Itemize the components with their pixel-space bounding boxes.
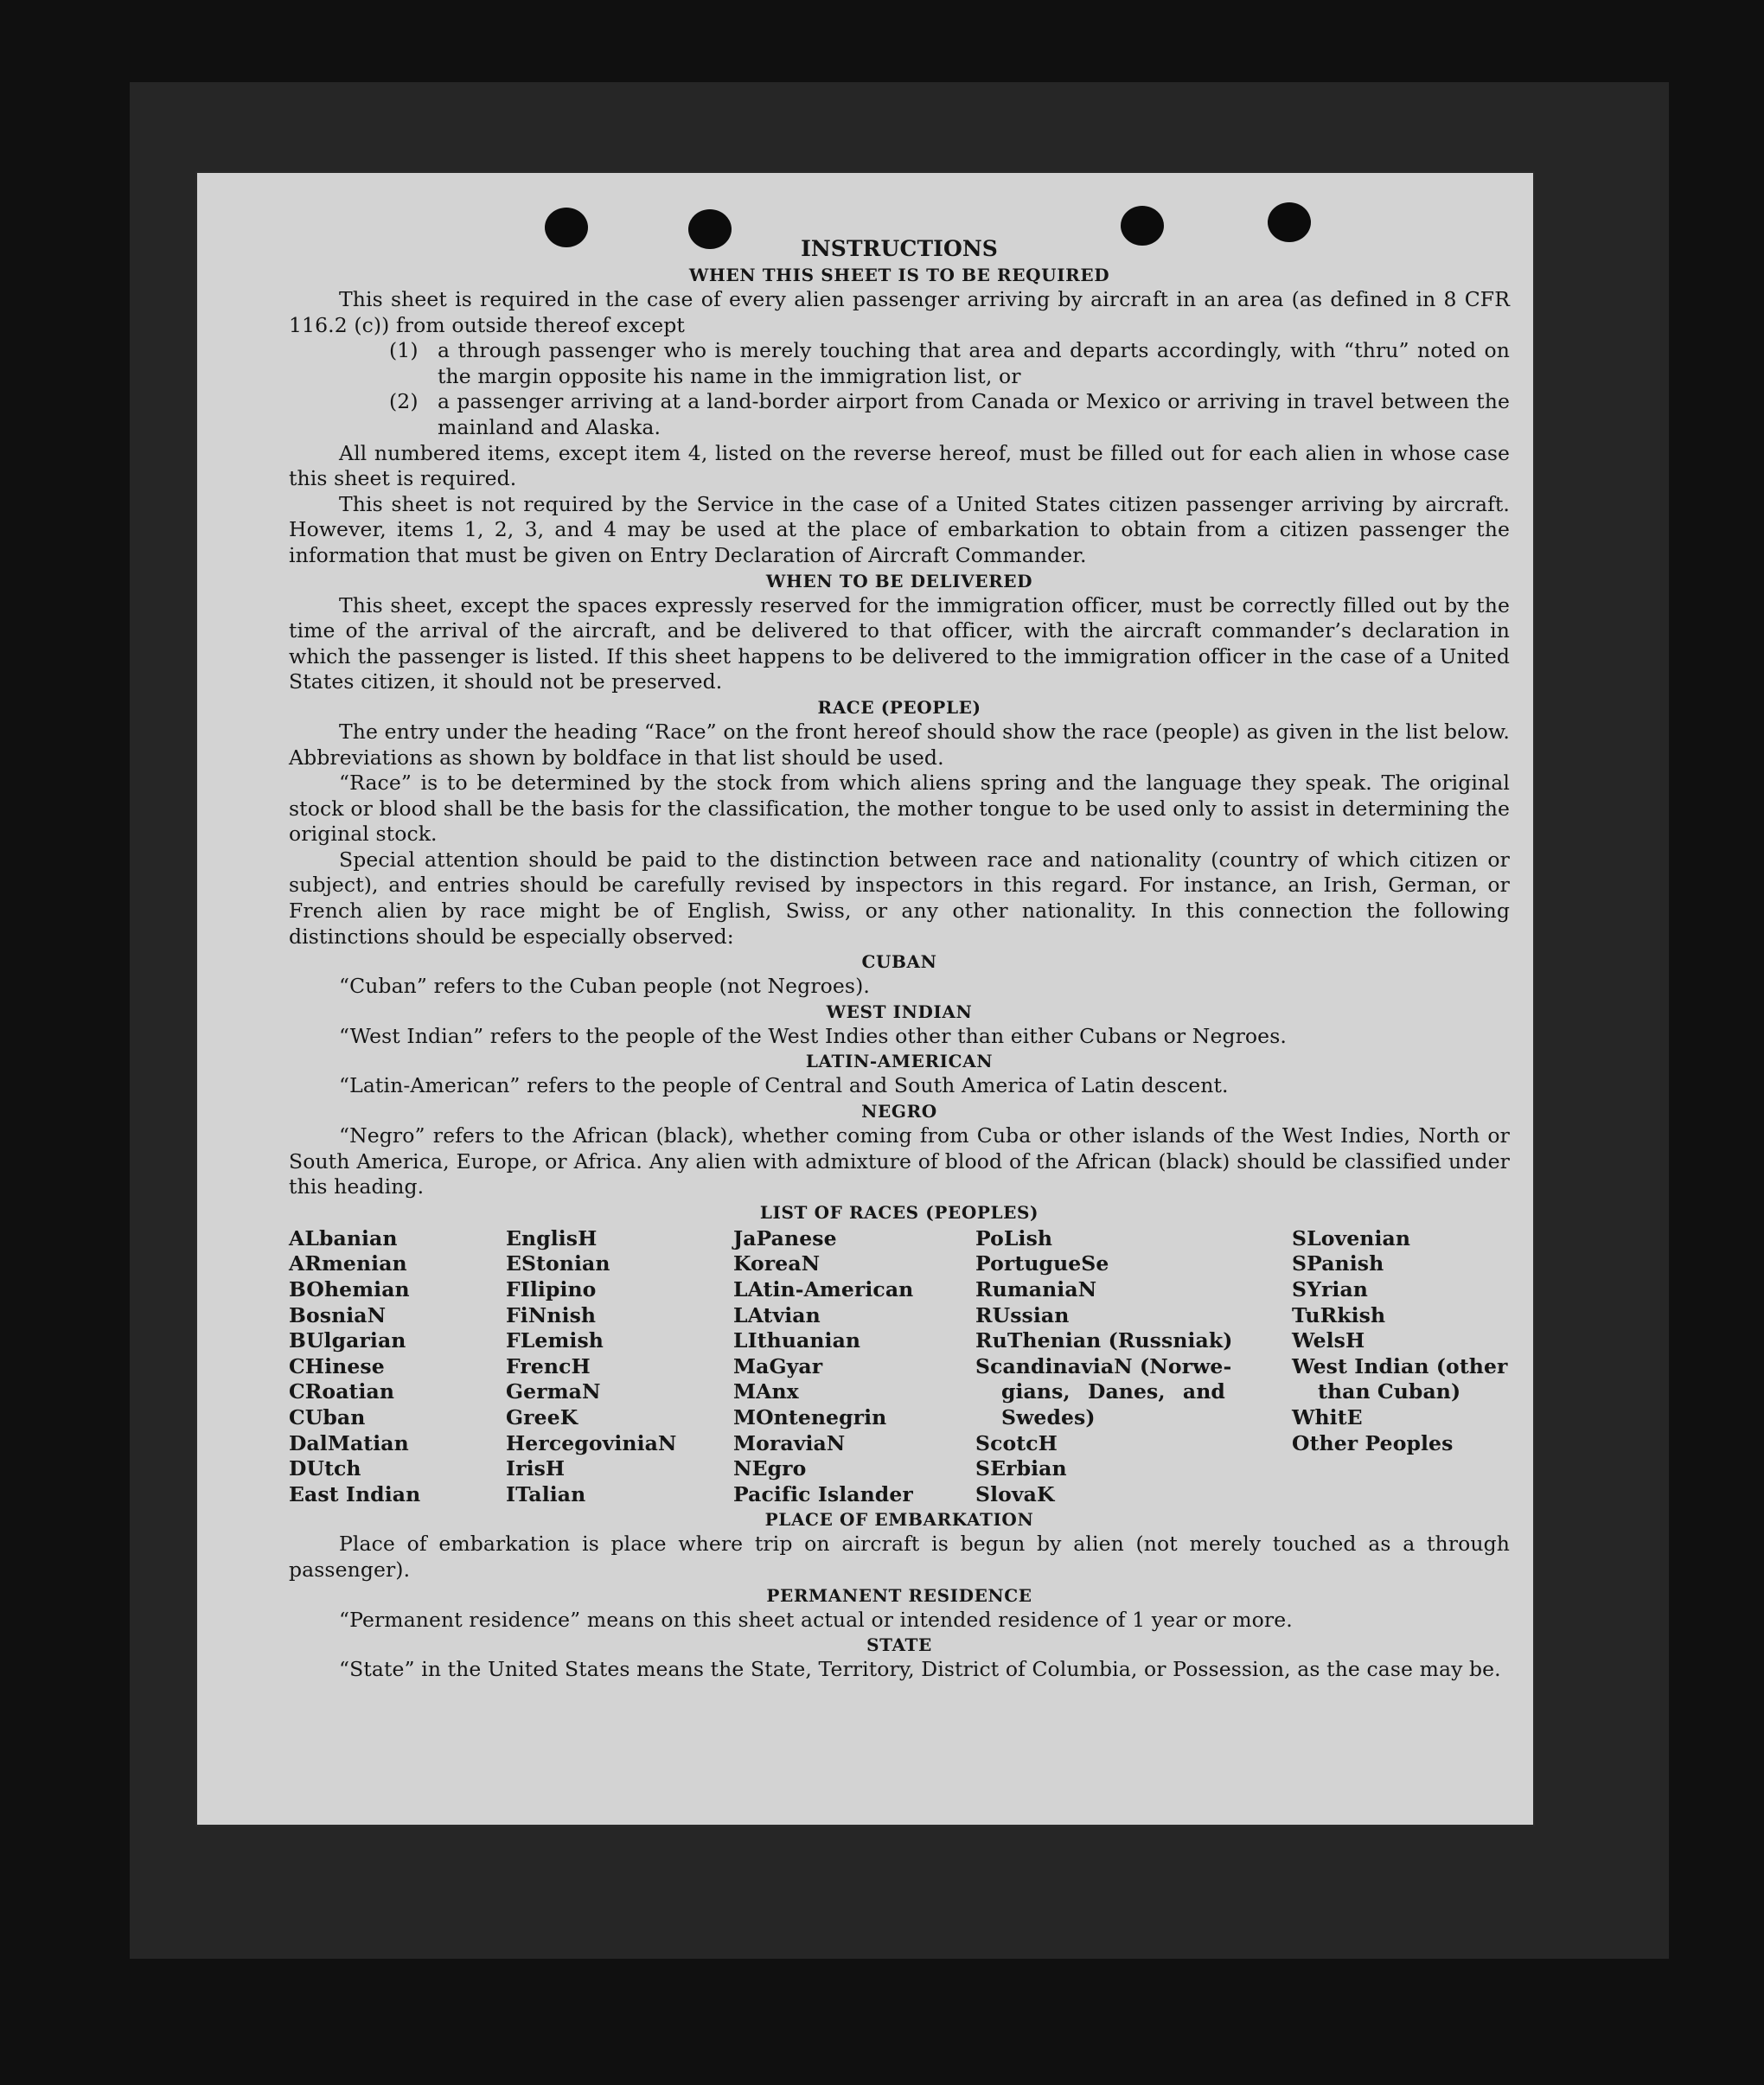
heading-permanent-residence: PERMANENT RESIDENCE xyxy=(766,1584,1032,1606)
race-entry: West Indian (other xyxy=(1292,1353,1508,1378)
race-entry: MoraviaN xyxy=(733,1430,846,1455)
item-number: (1) xyxy=(389,338,419,363)
paragraph: “Negro” refers to the African (black), whether coming from Cuba or other islands of the West Indies, North or South America, Europe, or Africa. Any alien with admixture of blood of the African (black) should be classified under this heading. xyxy=(289,1123,1510,1199)
race-entry: TuRkish xyxy=(1292,1302,1386,1327)
race-entry: GermaN xyxy=(506,1379,601,1404)
race-entry: JaPanese xyxy=(733,1225,837,1250)
race-entry: SYrian xyxy=(1292,1277,1368,1302)
exception-item xyxy=(389,389,1510,440)
heading-list-of-races: LIST OF RACES (PEOPLES) xyxy=(759,1201,1039,1223)
race-entry: ALbanian xyxy=(289,1225,398,1250)
race-entry: FrencH xyxy=(506,1353,591,1378)
paragraph: All numbered items, except item 4, listed on the reverse hereof, must be filled out for each alien in whose case this sheet is required. xyxy=(289,440,1510,491)
race-entry: EnglisH xyxy=(506,1225,598,1250)
item-text: a passenger arriving at a land-border airport from Canada or Mexico or arriving in travel between the mainland and Alaska. xyxy=(438,389,1510,439)
race-entry: SErbian xyxy=(975,1456,1067,1481)
heading-negro: NEGRO xyxy=(861,1101,937,1122)
race-entry: WhitE xyxy=(1292,1404,1363,1429)
races-column xyxy=(975,1226,1292,1508)
race-entry: FiNnish xyxy=(506,1302,597,1327)
instruction-sheet xyxy=(197,173,1533,1825)
race-entry: BosniaN xyxy=(289,1302,387,1327)
heading-when-required: WHEN THIS SHEET IS TO BE REQUIRED xyxy=(688,265,1110,285)
race-entry: Swedes) xyxy=(1001,1404,1096,1429)
race-entry: RuThenian (Russniak) xyxy=(975,1328,1233,1353)
race-entry: Other Peoples xyxy=(1292,1430,1454,1455)
race-entry: BOhemian xyxy=(289,1277,410,1302)
race-entry: MAnx xyxy=(733,1379,799,1404)
heading-place-of-embarkation: PLACE OF EMBARKATION xyxy=(764,1509,1034,1531)
paragraph: “Permanent residence” means on this sheet actual or intended residence of 1 year or more. xyxy=(339,1607,1293,1632)
paragraph: Place of embarkation is place where trip on aircraft is begun by alien (not merely touched as a through passenger). xyxy=(289,1532,1510,1582)
races-column xyxy=(289,1226,506,1508)
race-entry: DalMatian xyxy=(289,1430,409,1455)
paragraph: Special attention should be paid to the distinction between race and nationality (country of which citizen or subject), and entries should be carefully revised by inspectors in this regard. For instance, an Irish, German, or French alien by race might be of English, Swiss, or any other nationality. In this connection the following distinctions should be especially observed: xyxy=(289,847,1510,949)
race-entry: WelsH xyxy=(1292,1328,1365,1353)
race-entry: NEgro xyxy=(733,1456,807,1481)
heading-west-indian: WEST INDIAN xyxy=(826,1001,973,1022)
paragraph: This sheet is required in the case of every alien passenger arriving by aircraft in an area (as defined in 8 CFR 116.2 (c)) from outside thereof except xyxy=(289,287,1510,337)
race-entry: DUtch xyxy=(289,1456,361,1481)
paragraph: “West Indian” refers to the people of the West Indies other than either Cubans or Negroes. xyxy=(339,1023,1287,1048)
race-entry: than Cuban) xyxy=(1318,1379,1461,1404)
races-column xyxy=(1292,1226,1510,1508)
paragraph: “Cuban” refers to the Cuban people (not Negroes). xyxy=(339,974,870,999)
race-entry: HercegoviniaN xyxy=(506,1430,677,1455)
paragraph: The entry under the heading “Race” on the front hereof should show the race (people) as given in the list below. Abbreviations as shown by boldface in that list should be used. xyxy=(289,719,1510,770)
races-table xyxy=(289,1226,1510,1508)
race-entry: LIthuanian xyxy=(733,1328,861,1353)
race-entry: CUban xyxy=(289,1404,366,1429)
exception-item xyxy=(389,338,1510,389)
paragraph: “Race” is to be determined by the stock from which aliens spring and the language they speak. The original stock or blood shall be the basis for the classification, the mother tongue to be used only to assist in determining the original stock. xyxy=(289,771,1510,847)
race-entry: EStonian xyxy=(506,1251,610,1276)
race-entry: East Indian xyxy=(289,1481,421,1506)
race-entry: PoLish xyxy=(975,1225,1053,1250)
race-entry: MOntenegrin xyxy=(733,1404,887,1429)
race-entry: RUssian xyxy=(975,1302,1070,1327)
race-entry: KoreaN xyxy=(733,1251,821,1276)
races-column xyxy=(733,1226,975,1508)
race-entry: LAtvian xyxy=(733,1302,821,1327)
race-entry: SLovenian xyxy=(1292,1225,1411,1250)
page-title: INSTRUCTIONS xyxy=(801,236,998,261)
paragraph: “Latin-American” refers to the people of Central and South America of Latin descent. xyxy=(339,1073,1229,1098)
heading-race: RACE (PEOPLE) xyxy=(817,696,981,718)
paragraph: “State” in the United States means the State, Territory, District of Columbia, or Possession, as the case may be. xyxy=(339,1657,1501,1682)
item-number: (2) xyxy=(389,389,419,414)
document-body xyxy=(289,235,1510,1683)
heading-state: STATE xyxy=(866,1634,932,1656)
race-entry: CRoatian xyxy=(289,1379,395,1404)
race-entry: GreeK xyxy=(506,1404,578,1429)
race-entry: ITalian xyxy=(506,1481,586,1506)
race-entry: IrisH xyxy=(506,1456,566,1481)
item-text: a through passenger who is merely touching that area and departs accordingly, with “thru” noted on the margin opposite his name in the immigration list, or xyxy=(438,338,1510,388)
race-entry: SlovaK xyxy=(975,1481,1055,1506)
paragraph: This sheet is not required by the Service in the case of a United States citizen passenger arriving by aircraft. However, items 1, 2, 3, and 4 may be used at the place of embarkation to obtain from a citizen passenger the information that must be given on Entry Declaration of Aircraft Commander. xyxy=(289,491,1510,567)
race-entry: MaGyar xyxy=(733,1353,823,1378)
race-entry: FIlipino xyxy=(506,1277,597,1302)
race-entry: gians, Danes, and xyxy=(1001,1379,1225,1404)
race-entry: BUlgarian xyxy=(289,1328,406,1353)
heading-latin-american: LATIN-AMERICAN xyxy=(805,1051,994,1072)
paragraph: This sheet, except the spaces expressly reserved for the immigration officer, must be correctly filled out by the time of the arrival of the aircraft, and be delivered to that officer, with the aircraft commander’s declaration in which the passenger is listed. If this sheet happens to be delivered to the immigration officer in the case of a United States citizen, it should not be preserved. xyxy=(289,592,1510,694)
race-entry: ARmenian xyxy=(289,1251,407,1276)
race-entry: LAtin-American xyxy=(733,1277,914,1302)
race-entry: FLemish xyxy=(506,1328,604,1353)
heading-cuban: CUBAN xyxy=(861,951,937,973)
race-entry: CHinese xyxy=(289,1353,385,1378)
race-entry: Pacific Islander xyxy=(733,1481,913,1506)
heading-when-delivered: WHEN TO BE DELIVERED xyxy=(765,570,1033,592)
races-column xyxy=(506,1226,733,1508)
race-entry: ScotcH xyxy=(975,1430,1058,1455)
race-entry: SPanish xyxy=(1292,1251,1384,1276)
race-entry: ScandinaviaN (Norwe- xyxy=(975,1353,1232,1378)
race-entry: PortugueSe xyxy=(975,1251,1109,1276)
race-entry: RumaniaN xyxy=(975,1277,1097,1302)
